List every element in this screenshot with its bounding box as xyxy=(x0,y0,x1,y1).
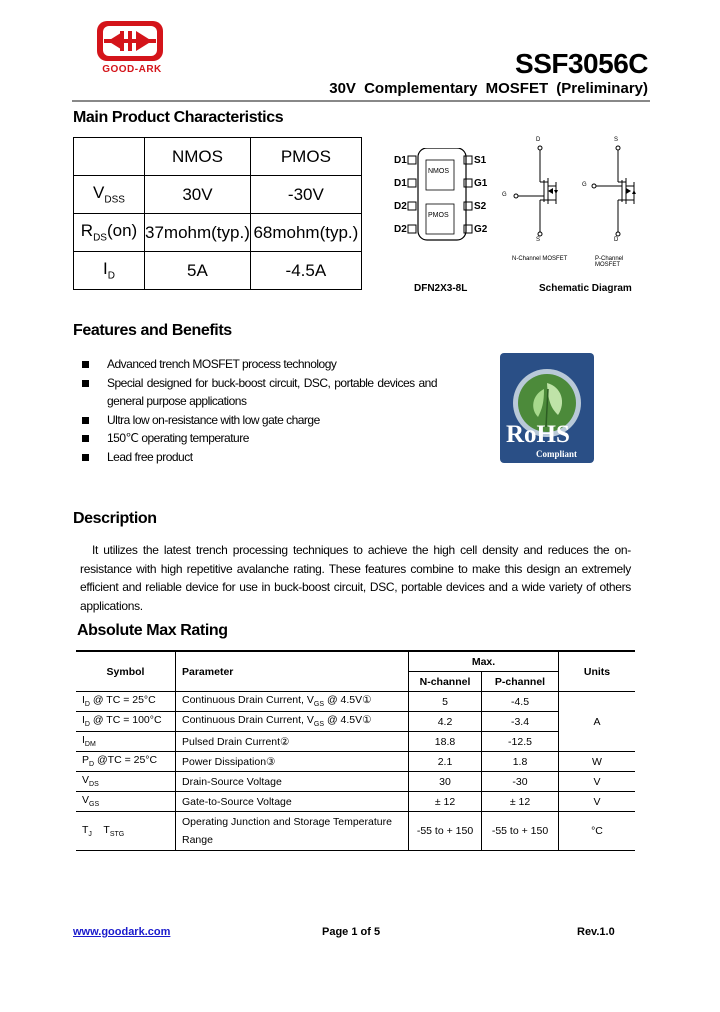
abs-max-heading: Absolute Max Rating xyxy=(77,622,228,639)
document-subtitle: 30V Complementary MOSFET (Preliminary) xyxy=(329,80,648,97)
table-header-cell: Symbol xyxy=(76,651,176,692)
pin-label: S2 xyxy=(474,201,487,212)
schematic-pin-label: G xyxy=(502,192,507,198)
table-cell: NMOS xyxy=(145,138,251,176)
table-cell: 18.8 xyxy=(409,732,482,752)
table-cell: $V_{GS}$ xyxy=(76,792,176,812)
table-header-cell: Max. xyxy=(409,651,559,672)
table-cell: $T_J$ $T_{STG}$ xyxy=(76,812,176,851)
rohs-subtext: Compliant xyxy=(536,449,578,459)
part-number: SSF3056C xyxy=(515,48,648,79)
table-cell: W xyxy=(559,752,636,772)
table-cell: Gate-to-Source Voltage xyxy=(176,792,409,812)
table-cell: -4.5A xyxy=(250,252,361,290)
main-characteristics-table xyxy=(73,137,362,290)
table-cell: PMOS xyxy=(250,138,361,176)
table-row xyxy=(76,792,635,812)
table-row xyxy=(76,812,635,851)
table-row xyxy=(76,712,635,732)
table-cell: Continuous Drain Current, $V_{GS}$ @ 4.5V① xyxy=(176,712,409,732)
table-cell: 1.8 xyxy=(482,752,559,772)
bullet-icon xyxy=(82,380,89,387)
die-label-pmos: PMOS xyxy=(428,212,449,219)
table-cell: Power Dissipation③ xyxy=(176,752,409,772)
table-cell: -55 to + 150 xyxy=(482,812,559,851)
pin-label: D1 xyxy=(394,178,407,189)
list-item: Lead free product xyxy=(80,448,437,467)
die-label-nmos: NMOS xyxy=(428,168,449,175)
rohs-badge xyxy=(500,353,594,463)
table-cell xyxy=(74,138,145,176)
table-cell: °C xyxy=(559,812,636,851)
table-row xyxy=(76,752,635,772)
pin-label: G1 xyxy=(474,178,488,189)
revision: Rev.1.0 xyxy=(577,926,615,938)
table-cell: Drain-Source Voltage xyxy=(176,772,409,792)
table-row xyxy=(74,252,362,290)
company-logo xyxy=(96,20,164,62)
schematic-pin-label: S xyxy=(536,237,541,243)
pin-label: G2 xyxy=(474,224,488,235)
bullet-icon xyxy=(82,417,89,424)
table-row xyxy=(76,692,635,712)
table-cell: -12.5 xyxy=(482,732,559,752)
bullet-icon xyxy=(82,435,89,442)
table-cell: -30 xyxy=(482,772,559,792)
logo-text: GOOD-ARK xyxy=(102,64,162,75)
table-cell: 30 xyxy=(409,772,482,792)
table-cell: ± 12 xyxy=(409,792,482,812)
list-item: Special designed for buck-boost circuit, DSC, portable devices and general purpose applications xyxy=(80,374,437,411)
table-cell: V xyxy=(559,792,636,812)
p-channel-caption: P-Channel MOSFET xyxy=(595,256,624,268)
pin-label: D1 xyxy=(394,155,407,166)
bullet-icon xyxy=(82,454,89,461)
table-cell: 2.1 xyxy=(409,752,482,772)
table-header-row xyxy=(76,651,635,672)
features-heading: Features and Benefits xyxy=(73,322,232,339)
n-channel-caption: N-Channel MOSFET xyxy=(512,256,568,262)
table-header-cell: Units xyxy=(559,651,636,692)
footer-url[interactable] xyxy=(73,926,170,938)
schematic-diagram xyxy=(498,138,650,268)
table-header-cell: Parameter xyxy=(176,651,409,692)
description-text: It utilizes the latest trench processing techniques to achieve the high cell density and reduces the on-resistance with high repetitive avalanche rating. These features combine to make this design an extremely efficient and reliable device for use in buck-boost circuit, DSC, portable devices and a wide variety of others applications. xyxy=(80,543,631,613)
abs-max-table xyxy=(76,650,635,851)
table-cell: $V_{DSS}$ xyxy=(74,176,145,214)
page-number: Page 1 of 5 xyxy=(322,926,381,938)
table-cell: $I_{DM}$ xyxy=(76,732,176,752)
table-cell: 37mohm(typ.) xyxy=(145,214,251,252)
schematic-pin-label: G xyxy=(582,182,587,188)
package-diagram xyxy=(392,148,492,248)
list-item: Advanced trench MOSFET process technology xyxy=(80,355,437,374)
table-cell: -4.5 xyxy=(482,692,559,712)
table-cell: -55 to + 150 xyxy=(409,812,482,851)
table-cell: $V_{DS}$ xyxy=(76,772,176,792)
table-header-cell: N-channel xyxy=(409,672,482,692)
pin-label: S1 xyxy=(474,155,487,166)
table-cell: $P_D$ @TC = 25°C xyxy=(76,752,176,772)
rohs-text: RoHS xyxy=(506,421,570,448)
description-heading: Description xyxy=(73,510,157,527)
features-list xyxy=(80,355,437,467)
table-cell: -30V xyxy=(250,176,361,214)
list-item: 150℃ operating temperature xyxy=(80,429,437,448)
package-label: DFN2X3-8L xyxy=(414,283,468,294)
table-cell: 5 xyxy=(409,692,482,712)
table-row xyxy=(74,214,362,252)
header-divider xyxy=(72,100,650,102)
table-cell: V xyxy=(559,772,636,792)
list-item: Ultra low on-resistance with low gate charge xyxy=(80,411,437,430)
table-cell: $I_D$ xyxy=(74,252,145,290)
main-characteristics-heading: Main Product Characteristics xyxy=(73,109,284,126)
table-header-row xyxy=(74,138,362,176)
table-cell: A xyxy=(559,692,636,752)
website-link[interactable]: www.goodark.com xyxy=(73,926,171,938)
table-row xyxy=(74,176,362,214)
schematic-pin-label: D xyxy=(536,137,541,143)
table-cell: $R_{DS}(on)$ xyxy=(74,214,145,252)
schematic-pin-label: D xyxy=(614,237,619,243)
table-cell: Pulsed Drain Current② xyxy=(176,732,409,752)
bullet-icon xyxy=(82,361,89,368)
table-cell: 5A xyxy=(145,252,251,290)
table-cell: $I_D$ @ TC = 25°C xyxy=(76,692,176,712)
pin-label: D2 xyxy=(394,201,407,212)
table-cell: ± 12 xyxy=(482,792,559,812)
table-cell: Continuous Drain Current, $V_{GS}$ @ 4.5V① xyxy=(176,692,409,712)
table-row xyxy=(76,772,635,792)
table-cell: -3.4 xyxy=(482,712,559,732)
table-row xyxy=(76,732,635,752)
pin-label: D2 xyxy=(394,224,407,235)
table-cell: $I_D$ @ TC = 100°C xyxy=(76,712,176,732)
table-header-cell: P-channel xyxy=(482,672,559,692)
table-cell: Operating Junction and Storage Temperature Range xyxy=(176,812,409,851)
table-cell: 4.2 xyxy=(409,712,482,732)
schematic-label: Schematic Diagram xyxy=(539,283,632,294)
table-cell: 30V xyxy=(145,176,251,214)
table-cell: 68mohm(typ.) xyxy=(250,214,361,252)
schematic-pin-label: S xyxy=(614,137,619,143)
